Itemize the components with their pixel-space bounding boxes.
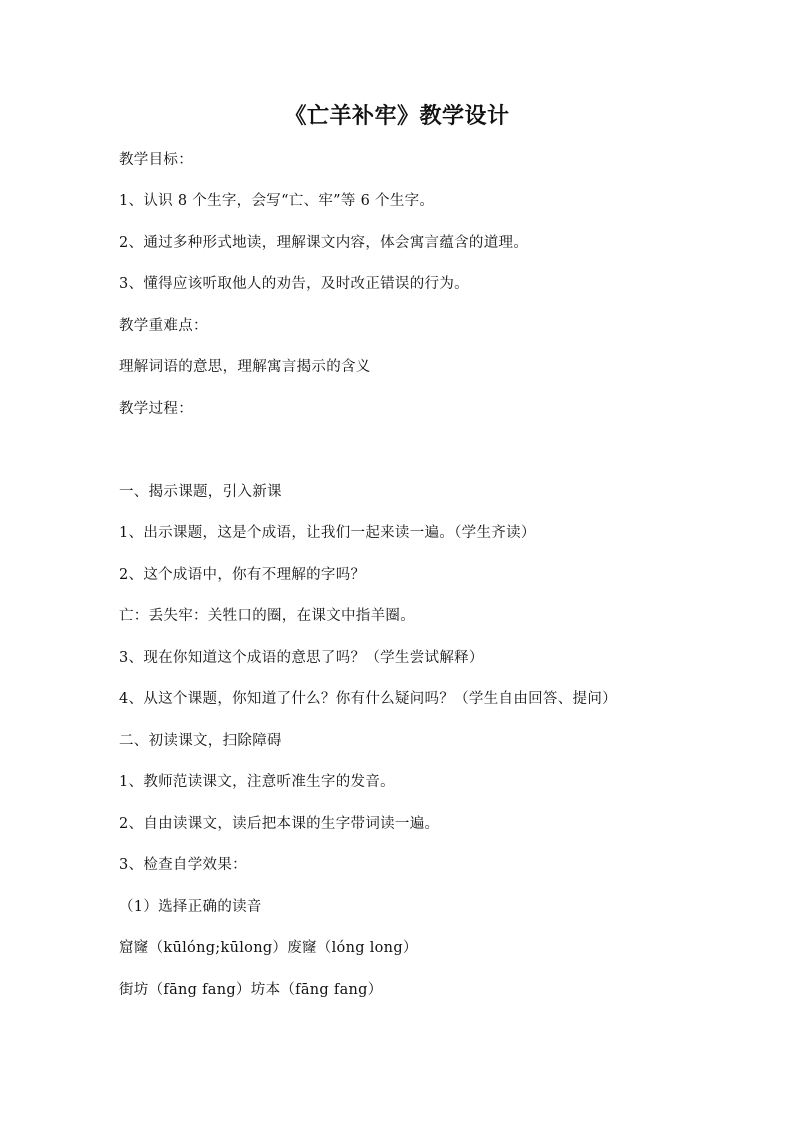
exercise-heading: （1）选择正确的读音 (119, 899, 262, 915)
process-step: 4、从这个课题，你知道了什么？你有什么疑问吗？（学生自由回答、提问） (119, 691, 617, 707)
section-heading-key-points: 教学重难点： (119, 318, 208, 334)
process-step: 2、这个成语中，你有不理解的字吗？ (119, 567, 366, 583)
document-title: 《亡羊补牢》教学设计 (284, 104, 510, 129)
process-step: 1、出示课题，这是个成语，让我们一起来读一遍。（学生齐读） (119, 525, 536, 541)
word-explanation: 亡：丢失牢：关牲口的圈，在课文中指羊圈。 (119, 608, 415, 624)
objective-item-2: 2、通过多种形式地读，理解课文内容，体会寓言蕴含的道理。 (119, 235, 529, 251)
process-step: 3、现在你知道这个成语的意思了吗？（学生尝试解释） (119, 650, 484, 666)
process-step: 2、自由读课文，读后把本课的生字带词读一遍。 (119, 816, 440, 832)
pronunciation-exercise: 街坊（fāng fang）坊本（fāng fang） (119, 982, 383, 998)
objective-item-3: 3、懂得应该听取他人的劝告，及时改正错误的行为。 (119, 276, 469, 292)
key-points-text: 理解词语的意思，理解寓言揭示的含义 (119, 359, 371, 375)
section-heading-process: 教学过程： (119, 401, 193, 417)
process-part-1-heading: 一、揭示课题，引入新课 (119, 484, 282, 500)
objective-item-1: 1、认识 8 个生字，会写“亡、牢”等 6 个生字。 (119, 193, 435, 209)
process-step: 1、教师范读课文，注意听准生字的发音。 (119, 774, 395, 790)
process-part-2-heading: 二、初读课文，扫除障碍 (119, 733, 282, 749)
pronunciation-exercise: 窟窿（kūlóng;kūlong）废窿（lóng long） (119, 940, 418, 956)
section-heading-objectives: 教学目标： (119, 152, 193, 168)
process-step: 3、检查自学效果： (119, 857, 247, 873)
